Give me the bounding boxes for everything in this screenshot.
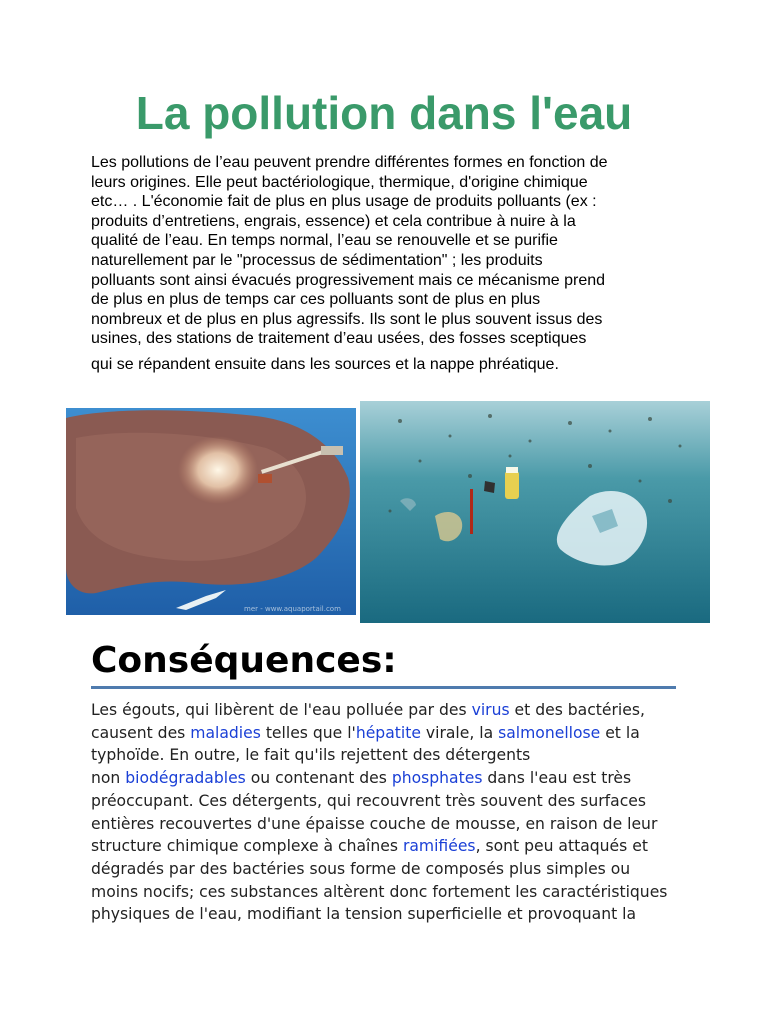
link-salmonellose[interactable]: salmonellose bbox=[498, 723, 601, 742]
paragraph-line bbox=[91, 835, 691, 858]
intro-line: nombreux et de plus en plus agressifs. Ils sont le plus souvent issus des bbox=[91, 310, 603, 328]
text-segment: ou contenant des bbox=[245, 769, 392, 788]
text-segment: telles que l' bbox=[260, 723, 356, 742]
intro-line: polluants sont ainsi évacués progressivement mais ce mécanisme prend bbox=[91, 271, 606, 289]
text-segment: virale, la bbox=[420, 723, 499, 742]
text-segment: et des bactéries, bbox=[509, 701, 645, 719]
link-maladies[interactable]: maladies bbox=[190, 723, 261, 742]
intro-line: usines, des stations de traitement d’eau usées, des fosses sceptiques bbox=[91, 330, 587, 348]
paragraph-line: préoccupant. Ces détergents, qui recouvrent très souvent des surfaces bbox=[91, 791, 647, 810]
link-virus[interactable]: virus bbox=[471, 701, 510, 719]
link-hepatite[interactable]: hépatite bbox=[355, 723, 421, 742]
paragraph-line bbox=[91, 767, 691, 790]
paragraph-line bbox=[91, 699, 691, 722]
intro-line: naturellement par le "processus de sédimentation" ; les produits bbox=[91, 251, 543, 269]
paragraph-line: entières recouvertes d'une épaisse couche de mousse, en raison de leur bbox=[91, 814, 658, 833]
consequences-heading: Conséquences: bbox=[91, 640, 397, 681]
heading-underline bbox=[91, 686, 676, 689]
link-ramifiees[interactable]: ramifiées bbox=[402, 837, 476, 856]
intro-line: leurs origines. Elle peut bactériologique, thermique, d'origine chimique bbox=[91, 173, 588, 191]
page-title: La pollution dans l'eau bbox=[135, 87, 633, 139]
text-segment: causent des bbox=[91, 723, 191, 742]
text-segment: et la bbox=[600, 723, 640, 742]
intro-line: de plus en plus de temps car ces polluants sont de plus en plus bbox=[91, 291, 541, 309]
paragraph-line bbox=[91, 722, 691, 745]
intro-line: Les pollutions de l’eau peuvent prendre différentes formes en fonction de bbox=[91, 154, 608, 171]
oil-spill-photo bbox=[66, 408, 356, 615]
consequences-paragraph bbox=[91, 699, 691, 926]
link-phosphates[interactable]: phosphates bbox=[391, 769, 483, 788]
paragraph-line: moins nocifs; ces substances altèrent donc fortement les caractéristiques bbox=[91, 882, 668, 901]
text-segment: non bbox=[91, 769, 126, 788]
link-biodegradables[interactable]: biodégradables bbox=[125, 769, 246, 788]
underwater-plastic-photo bbox=[360, 401, 710, 623]
paragraph-line: dégradés par des bactéries sous forme de composés plus simples ou bbox=[91, 859, 631, 878]
intro-paragraph bbox=[91, 153, 691, 375]
paragraph-line: physiques de l'eau, modifiant la tension superficielle et provoquant la bbox=[91, 905, 637, 924]
intro-line: qui se répandent ensuite dans les sources et la nappe phréatique. bbox=[91, 355, 559, 373]
intro-line: etc… . L'économie fait de plus en plus usage de produits polluants (ex : bbox=[91, 193, 597, 211]
paragraph-line: typhoïde. En outre, le fait qu'ils rejettent des détergents bbox=[91, 746, 531, 765]
text-segment: , sont peu attaqués et bbox=[475, 837, 648, 856]
text-segment: Les égouts, qui libèrent de l'eau polluée par des bbox=[91, 701, 472, 719]
intro-line: qualité de l’eau. En temps normal, l’eau se renouvelle et se purifie bbox=[91, 232, 558, 250]
text-segment: structure chimique complexe à chaînes bbox=[91, 837, 403, 856]
intro-line: produits d’entretiens, engrais, essence) et cela contribue à nuire à la bbox=[91, 212, 576, 230]
photo-watermark: mer - www.aquaportail.com bbox=[244, 605, 341, 613]
text-segment: dans l'eau est très bbox=[482, 769, 632, 788]
